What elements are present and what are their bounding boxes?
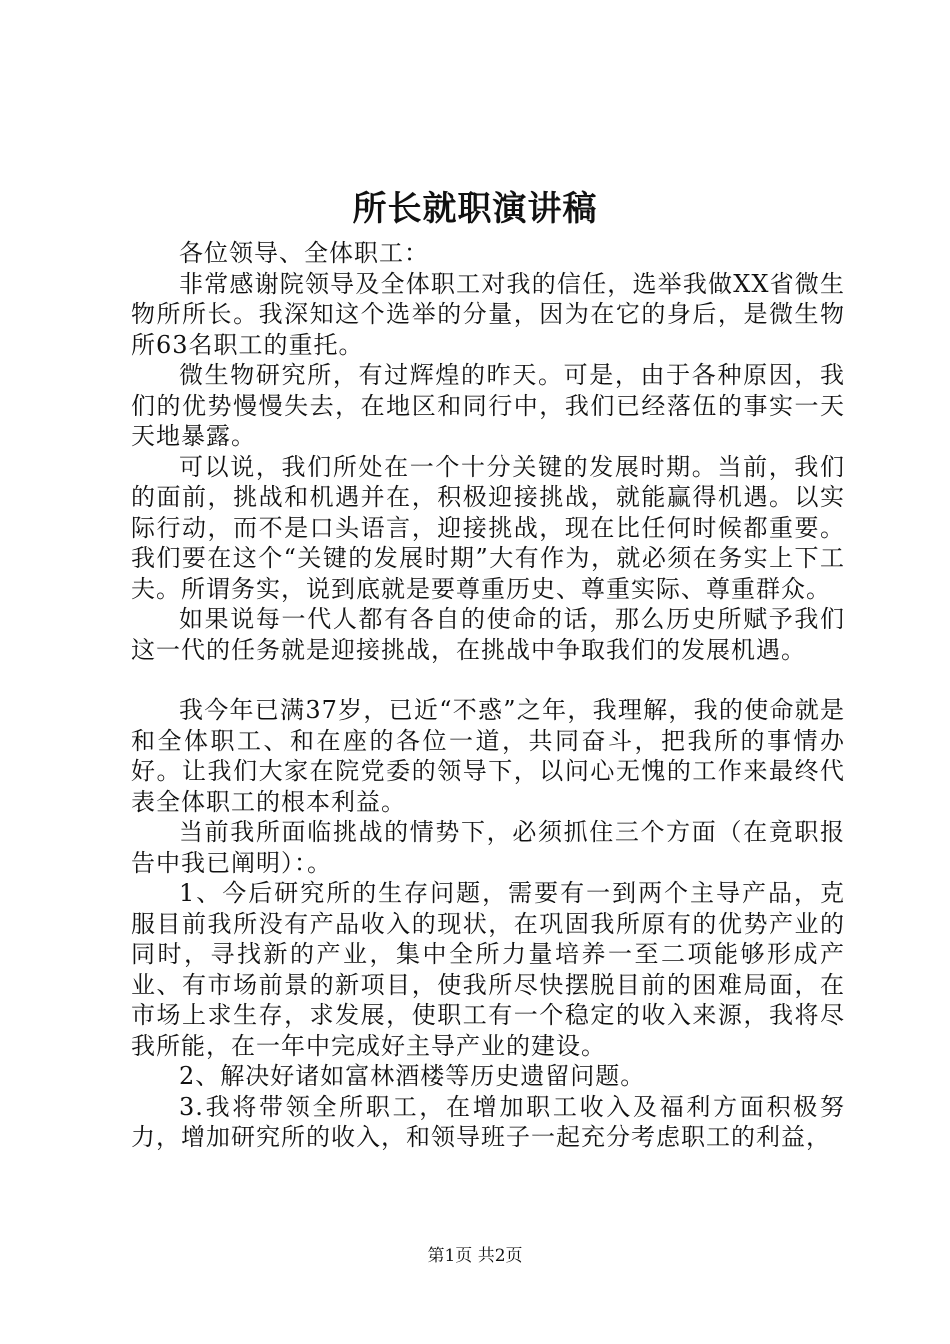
document-title: 所长就职演讲稿 bbox=[352, 189, 598, 229]
paragraph: 我今年已满37岁，已近“不惑”之年，我理解，我的使命就是和全体职工、和在座的各位一道，共同奋斗，把我所的事情办好。让我们大家在院党委的领导下，以问心无愧的工作来最终代表全体职工的根本利益。 bbox=[131, 696, 845, 816]
document-body bbox=[131, 238, 845, 1153]
list-item: 1、今后研究所的生存问题，需要有一到两个主导产品，克服目前我所没有产品收入的现状，在巩固我所原有的优势产业的同时，寻找新的产业，集中全所力量培养一至二项能够形成产业、有市场前景的新项目，使我所尽快摆脱目前的困难局面，在市场上求生存，求发展，使职工有一个稳定的收入来源，我将尽我所能，在一年中完成好主导产业的建设。 bbox=[131, 879, 845, 1060]
list-item: 3.我将带领全所职工，在增加职工收入及福利方面积极努力，增加研究所的收入，和领导班子一起充分考虑职工的利益， bbox=[131, 1092, 845, 1151]
paragraph: 如果说每一代人都有各自的使命的话，那么历史所赋予我们这一代的任务就是迎接挑战，在挑战中争取我们的发展机遇。 bbox=[131, 605, 845, 664]
paragraph: 微生物研究所，有过辉煌的昨天。可是，由于各种原因，我们的优势慢慢失去，在地区和同行中，我们已经落伍的事实一天天地暴露。 bbox=[131, 361, 845, 450]
paragraph: 可以说，我们所处在一个十分关键的发展时期。当前，我们的面前，挑战和机遇并在，积极迎接挑战，就能赢得机遇。以实际行动，而不是口头语言，迎接挑战，现在比任何时候都重要。我们要在这个“关键的发展时期”大有作为，就必须在务实上下工夫。所谓务实，说到底就是要尊重历史、尊重实际、尊重群众。 bbox=[131, 452, 845, 603]
page-footer: 第1页 共2页 bbox=[427, 1246, 523, 1266]
paragraph-salutation: 各位领导、全体职工： bbox=[179, 239, 429, 267]
list-item: 2、解决好诸如富林酒楼等历史遗留问题。 bbox=[179, 1062, 646, 1090]
paragraph: 非常感谢院领导及全体职工对我的信任，选举我做XX省微生物所所长。我深知这个选举的分量，因为在它的身后，是微生物所63名职工的重托。 bbox=[131, 269, 845, 359]
paragraph: 当前我所面临挑战的情势下，必须抓住三个方面（在竟职报告中我已阐明）：。 bbox=[131, 818, 845, 877]
